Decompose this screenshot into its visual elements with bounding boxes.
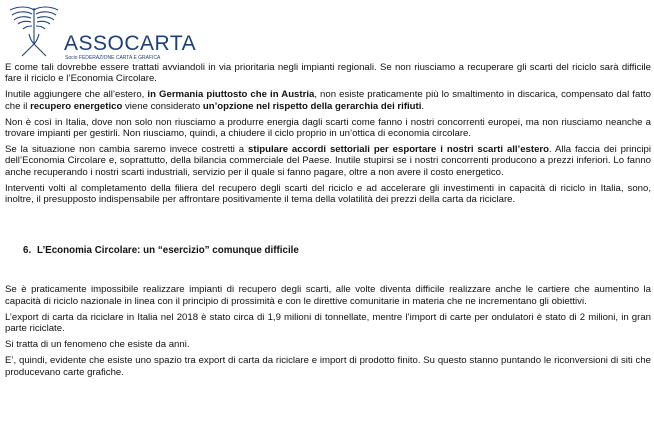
section-heading xyxy=(23,245,651,256)
text-run: Interventi volti al completamento della filiera del recupero degli scarti del riciclo e ad accelerare gli investimenti in capacità di riciclo in Italia, sono, inoltre, il presupposto indispensabile per affrontare positivamente il tema della volatilità dei prezzi della carta da riciclare. xyxy=(5,182,651,206)
paragraph xyxy=(5,284,651,306)
text-run: . Alla faccia dei principi dell’Economia Circolare e, soprattutto, della bilancia commerciale del Paese. Inutile stupirsi se i nostri concorrenti producono a prezzi inferiori. Lo fanno anche recuperando i nostri scarti industriali, servizio per il quale si fanno pagare, oltre a non avere il costo energetico. xyxy=(5,144,651,178)
paragraph xyxy=(5,144,651,178)
eagle-emblem-icon xyxy=(8,4,60,60)
paragraph xyxy=(5,355,651,377)
bold-text: recupero energetico xyxy=(30,100,123,112)
paragraph-group-1 xyxy=(5,62,651,205)
paragraph xyxy=(5,62,651,84)
bold-text: in Germania piuttosto che in Austria xyxy=(147,89,315,101)
associaton-logo xyxy=(8,4,218,62)
bold-text: un’opzione nel rispetto della gerarchia dei rifiuti xyxy=(202,100,422,112)
text-run: . xyxy=(421,100,425,112)
paragraph xyxy=(5,183,651,205)
text-run: E come tali dovrebbe essere trattati avviandoli in via prioritaria negli impianti regionali. Se non riusciamo a recuperare gli scarti del riciclo sarà difficile fare il riciclo e l’Economia Circolare. xyxy=(5,62,651,85)
text-run: E’, quindi, evidente che esiste uno spazio tra export di carta da riciclare e import di prodotto finito. Su questo stanno puntando le riconversioni di siti che producevano carte grafiche. xyxy=(5,355,651,378)
text-run: viene considerato xyxy=(122,100,203,112)
brand-name: ASSOCARTA xyxy=(64,32,197,55)
paragraph-group-2 xyxy=(5,284,651,377)
brand-subtitle: Socio FEDERAZIONE CARTA E GRAFICA xyxy=(65,55,161,61)
section-title: L’Economia Circolare: un “esercizio” comunque difficile xyxy=(37,245,299,257)
text-run: Non è così in Italia, dove non solo non riusciamo a produrre energia dagli scarti come fanno i nostri concorrenti europei, ma non riusciamo neanche a trovare impianti per gestirli. Non riusciamo, quindi, a chiudere il ciclo proprio in un’ottica di economia circolare. xyxy=(5,116,651,140)
paragraph xyxy=(5,312,651,334)
paragraph xyxy=(5,339,651,350)
paragraph xyxy=(5,89,651,111)
text-run: Se la situazione non cambia saremo invece costretti a xyxy=(5,144,249,156)
bold-text: stipulare accordi settoriali per esportare i nostri scarti all’estero xyxy=(248,144,550,156)
paragraph xyxy=(5,117,651,139)
text-run: Inutile aggiungere che all’estero, xyxy=(5,89,148,101)
text-run: Se è praticamente impossibile realizzare impianti di recupero degli scarti, alle volte diventa difficile realizzare anche le cartiere che aumentino la capacità di riciclo nazionale in linea con il principio di prossimità e con le direttive comunitarie in materia che ne incrementano gli obiettivi. xyxy=(5,284,651,307)
text-run: , non esiste praticamente più lo smaltimento in discarica, compensato dal fatto che il xyxy=(5,89,651,112)
document-body xyxy=(5,62,651,383)
text-run: Si tratta di un fenomeno che esiste da anni. xyxy=(5,339,190,351)
section-number: 6. xyxy=(23,245,32,257)
text-run: L’export di carta da riciclare in Italia nel 2018 è stato circa di 1,9 milioni di tonnellate, mentre l’import di carte per ondulatori è stato di 2 milioni, in gran parte riciclate. xyxy=(5,311,651,335)
